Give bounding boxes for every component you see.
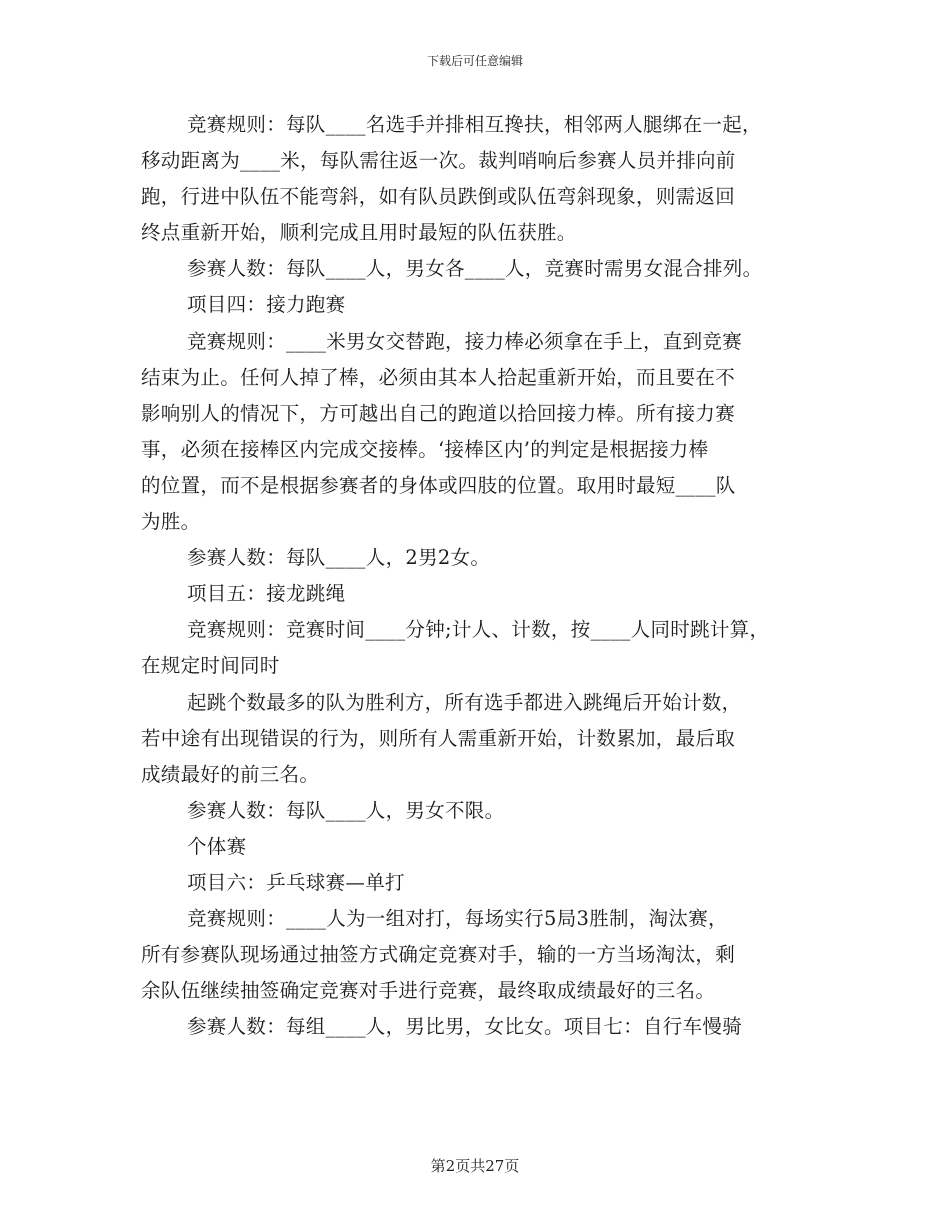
- text-line: 为胜。: [141, 510, 201, 534]
- text-line: 跑，行进中队伍不能弯斜，如有队员跌倒或队伍弯斜现象，则需返回: [141, 185, 736, 209]
- text-line: 参赛人数：每队____人，男女不限。: [187, 798, 505, 822]
- text-line: 事，必须在接棒区内完成交接棒。‘接棒区内’的判定是根据接力棒: [141, 437, 709, 461]
- text-line: 竞赛规则：____米男女交替跑，接力棒必须拿在手上，直到竞赛: [187, 329, 742, 353]
- text-line: 余队伍继续抽签确定竞赛对手进行竞赛，最终取成绩最好的三名。: [141, 979, 716, 1003]
- text-line: 起跳个数最多的队为胜利方，所有选手都进入跳绳后开始计数，: [187, 690, 742, 714]
- text-line: 影响别人的情况下，方可越出自己的跑道以拾回接力棒。所有接力赛: [141, 401, 736, 425]
- text-line: 终点重新开始，顺利完成且用时最短的队伍获胜。: [141, 221, 577, 245]
- text-line: 项目六：乒乓球赛—单打: [187, 870, 405, 894]
- text-line: 在规定时间同时: [141, 654, 280, 678]
- document-body: [141, 107, 821, 1045]
- page-number: 第2页共27页: [430, 1157, 520, 1175]
- text-line: 竞赛规则：竞赛时间____分钟;计人、计数，按____人同时跳计算，: [187, 618, 770, 642]
- text-line: 参赛人数：每队____人，男女各____人，竞赛时需男女混合排列。: [187, 257, 763, 281]
- text-line: 竞赛规则：____人为一组对打，每场实行5局3胜制，淘汰赛，: [187, 907, 728, 931]
- text-line: 的位置，而不是根据参赛者的身体或四肢的位置。取用时最短____队: [141, 473, 736, 497]
- text-line: 个体赛: [187, 834, 247, 858]
- page-header: 下载后可任意编辑: [426, 54, 523, 68]
- text-line: 参赛人数：每队____人，2男2女。: [187, 546, 491, 570]
- text-line: 若中途有出现错误的行为，则所有人需重新开始，计数累加，最后取: [141, 726, 736, 750]
- text-line: 参赛人数：每组____人，男比男，女比女。项目七：自行车慢骑: [187, 1015, 743, 1039]
- text-line: 竞赛规则：每队____名选手并排相互搀扶，相邻两人腿绑在一起，: [187, 113, 762, 136]
- text-line: 成绩最好的前三名。: [141, 762, 320, 786]
- text-line: 项目四：接力跑赛: [187, 293, 346, 317]
- text-line: 结束为止。任何人掉了棒，必须由其本人拾起重新开始，而且要在不: [141, 365, 736, 389]
- text-line: 移动距离为____米，每队需往返一次。裁判哨响后参赛人员并排向前: [141, 149, 736, 173]
- text-line: 所有参赛队现场通过抽签方式确定竞赛对手，输的一方当场淘汰，剩: [141, 943, 736, 967]
- text-line: 项目五：接龙跳绳: [187, 582, 346, 606]
